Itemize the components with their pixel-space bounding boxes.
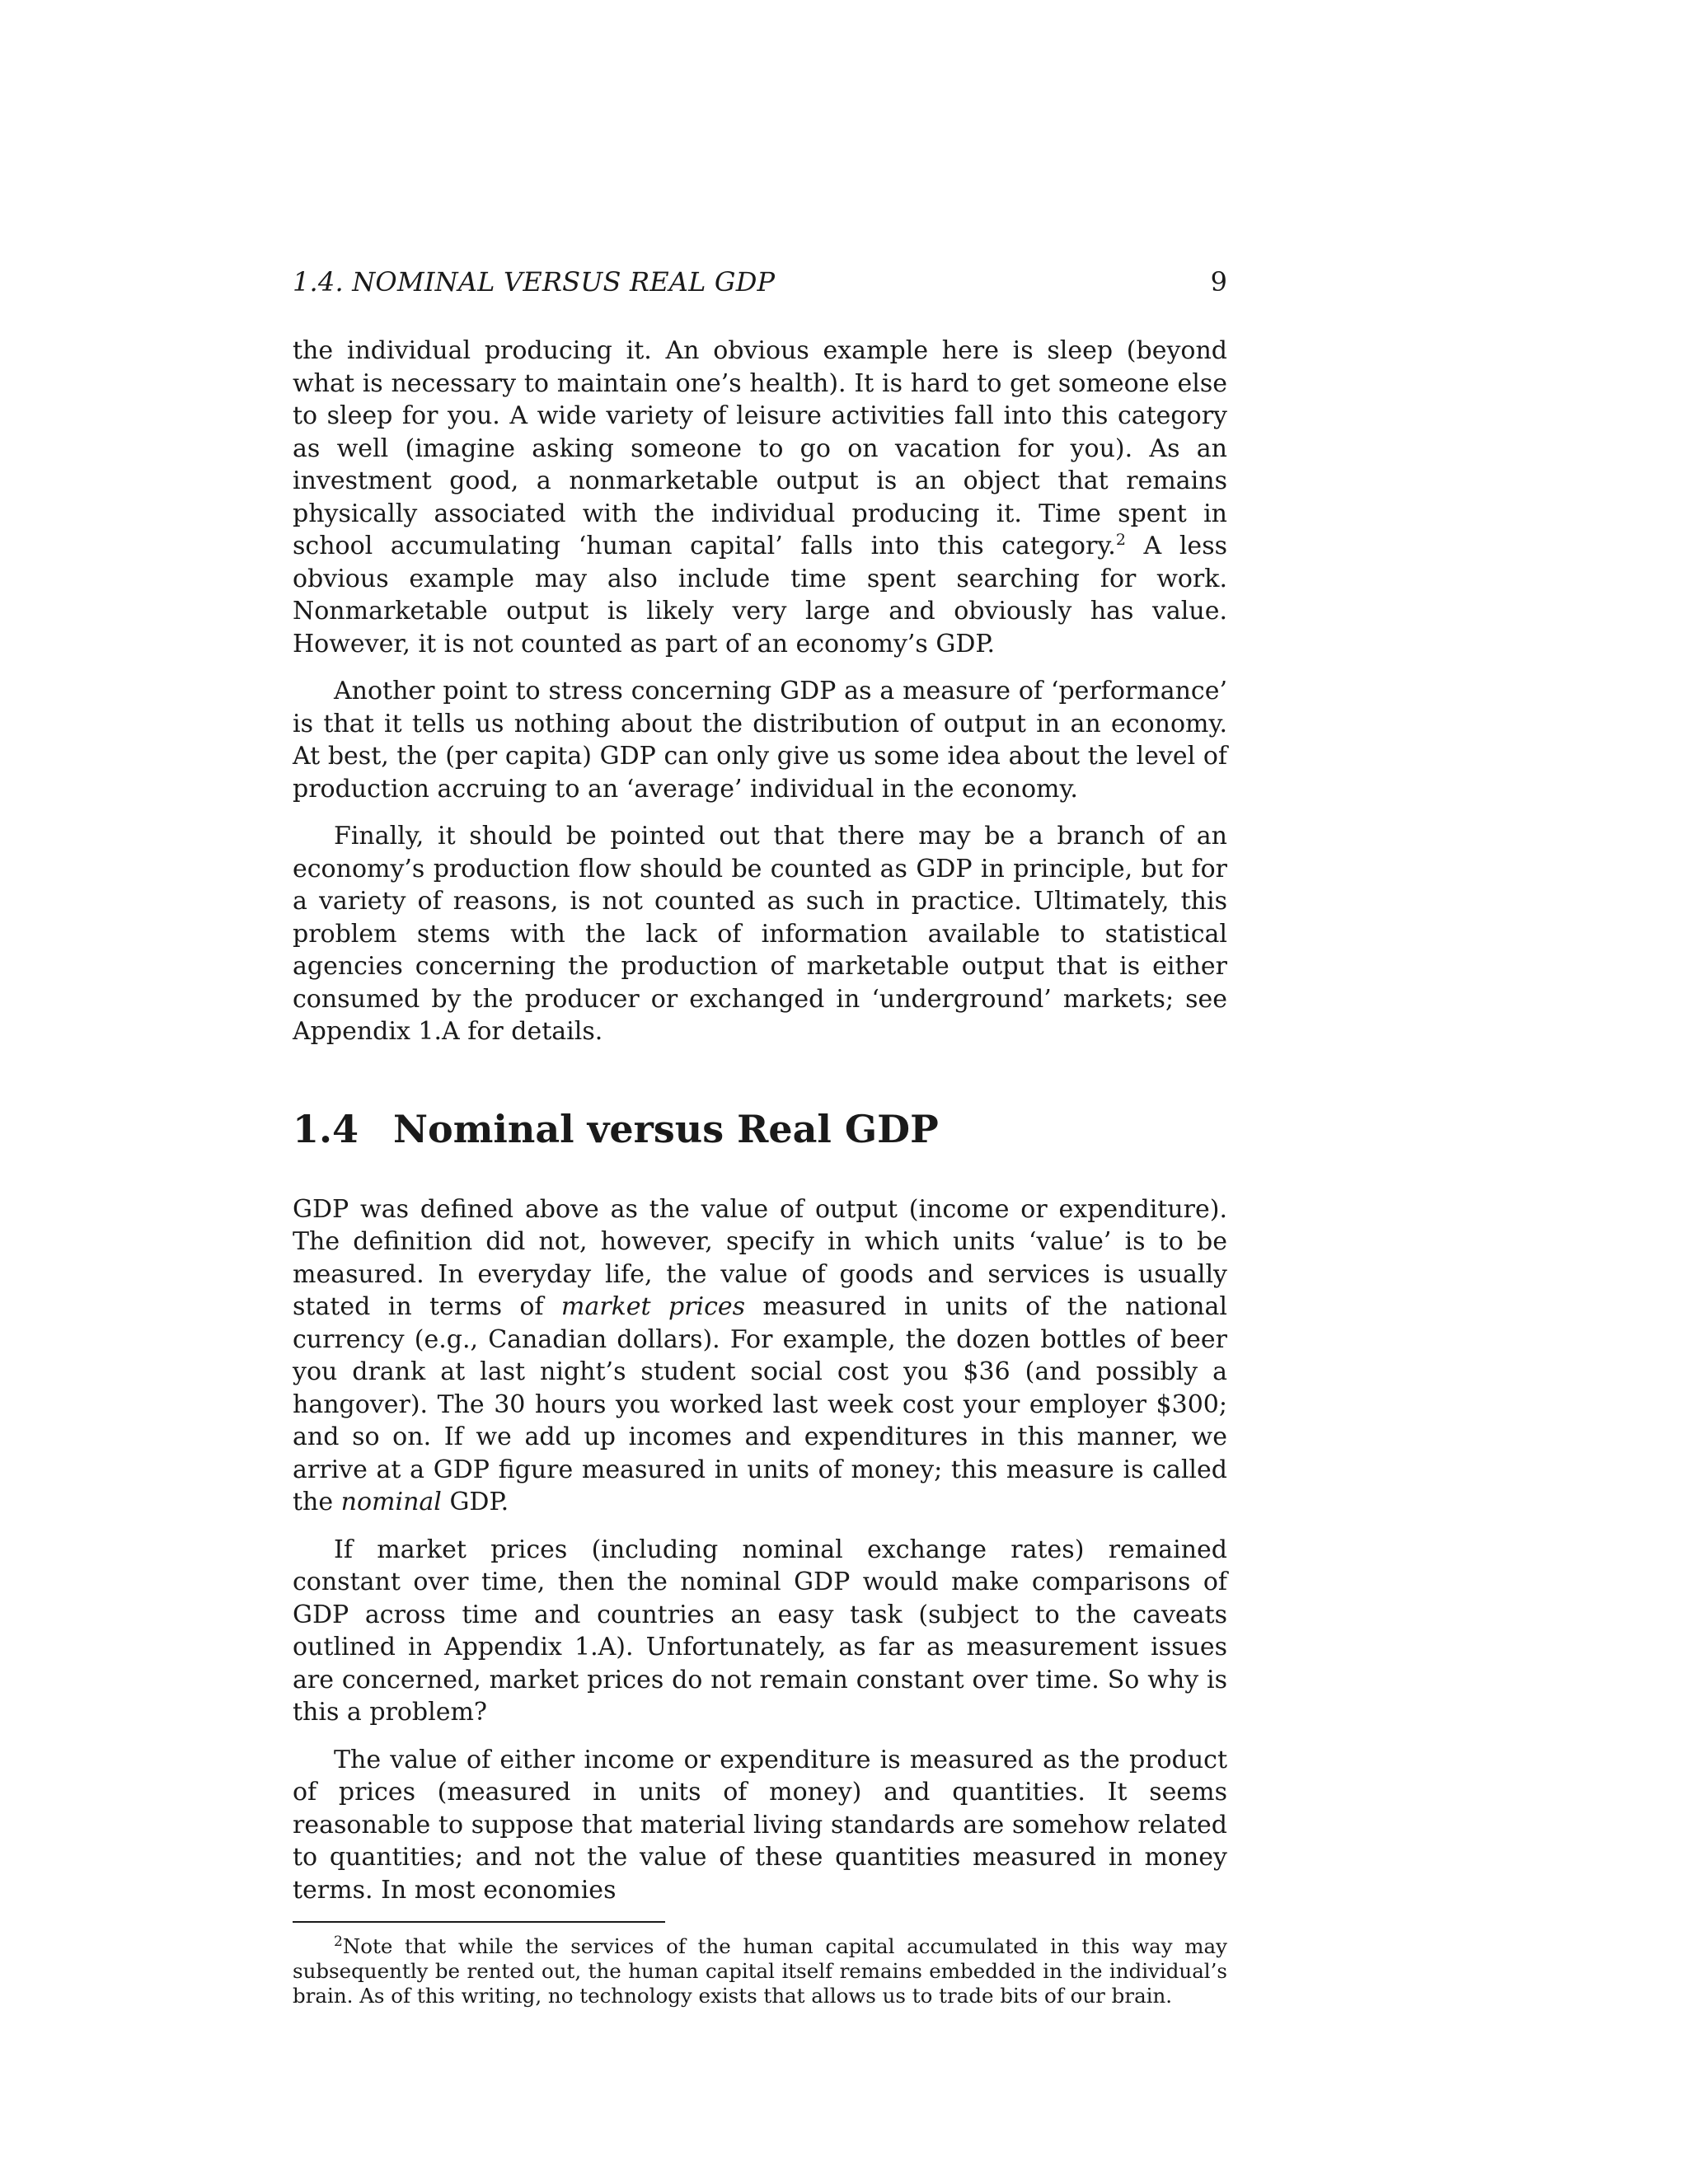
paragraph-text: A less obvious example may also include time spent searching for work. Nonmarketable output is likely very large and obviously has value. However, it is not counted as part of an economy’s GDP. xyxy=(293,532,1227,658)
section-heading xyxy=(293,1106,1227,1152)
paragraph-text: GDP was defined above as the value of output (income or expenditure). The definition did not, however, specify in which units ‘value’ is to be measured. In everyday life, the value of goods and services is usually stated in terms of xyxy=(293,1194,1227,1321)
paragraph-nonmarketable-output xyxy=(293,335,1227,660)
section-title: Nominal versus Real GDP xyxy=(393,1106,939,1151)
section-number: 1.4 xyxy=(293,1106,359,1151)
emphasis-nominal: nominal xyxy=(340,1488,442,1516)
page-number: 9 xyxy=(1210,266,1227,298)
footnote-reference[interactable]: 2 xyxy=(1115,531,1126,549)
footnote-divider xyxy=(293,1921,665,1923)
paragraph-distribution: Another point to stress concerning GDP as a measure of ‘performance’ is that it tells us nothing about the distribution of output in an economy. At best, the (per capita) GDP can only give us some idea about the level of production accruing to an ‘average’ individual in the economy. xyxy=(293,677,1227,804)
paragraph-text: measured in units of the national currency (e.g., Canadian dollars). For example, the dozen bottles of beer you drank at last night’s student social cost you $36 (and possibly a hangover). The 30 hours you worked last week cost your employer $300; and so on. If we add up incomes and expenditures in this manner, we arrive at a GDP figure measured in units of money; this measure is called the xyxy=(293,1292,1227,1516)
running-head-title: 1.4. NOMINAL VERSUS REAL GDP xyxy=(293,266,776,298)
paragraph-nominal-gdp-definition xyxy=(293,1193,1227,1519)
emphasis-market-prices: market prices xyxy=(560,1292,746,1321)
page xyxy=(293,262,1227,2008)
running-head xyxy=(293,262,1227,302)
footnote xyxy=(293,1934,1227,2008)
paragraph-text: GDP. xyxy=(441,1488,509,1516)
paragraph-text: the individual producing it. An obvious example here is sleep (beyond what is necessary to maintain one’s health). It is hard to get someone else to sleep for you. A wide variety of leisure activities fall into this category as well (imagine asking someone to go on vacation for you). As an investment good, a nonmarketable output is an object that remains physically associated with the individual producing it. Time spent in school accumulating ‘human capital’ falls into this category. xyxy=(293,336,1227,560)
paragraph-underground-markets: Finally, it should be pointed out that there may be a branch of an economy’s production flow should be counted as GDP in principle, but for a variety of reasons, is not counted as such in practice. Ultimately, this problem stems with the lack of information available to statistical agencies concerning the production of marketable output that is either consumed by the producer or exchanged in ‘underground’ markets; see Appendix 1.A for details. xyxy=(293,822,1227,1046)
footnote-mark: 2 xyxy=(334,1933,343,1950)
footnote-text: Note that while the services of the human capital accumulated in this way may subsequently be rented out, the human capital itself remains embedded in the individual’s brain. As of this writing, no technology exists that allows us to trade bits of our brain. xyxy=(293,1934,1227,2008)
paragraph-prices-and-quantities: The value of either income or expenditure is measured as the product of prices (measured in units of money) and quantities. It seems reasonable to suppose that material living standards are somehow related to quantities; and not the value of these quantities measured in money terms. In most economies xyxy=(293,1745,1227,1905)
paragraph-market-prices-change: If market prices (including nominal exchange rates) remained constant over time, then the nominal GDP would make comparisons of GDP across time and countries an easy task (subject to the caveats outlined in Appendix 1.A). Unfortunately, as far as measurement issues are concerned, market prices do not remain constant over time. So why is this a problem? xyxy=(293,1535,1227,1727)
